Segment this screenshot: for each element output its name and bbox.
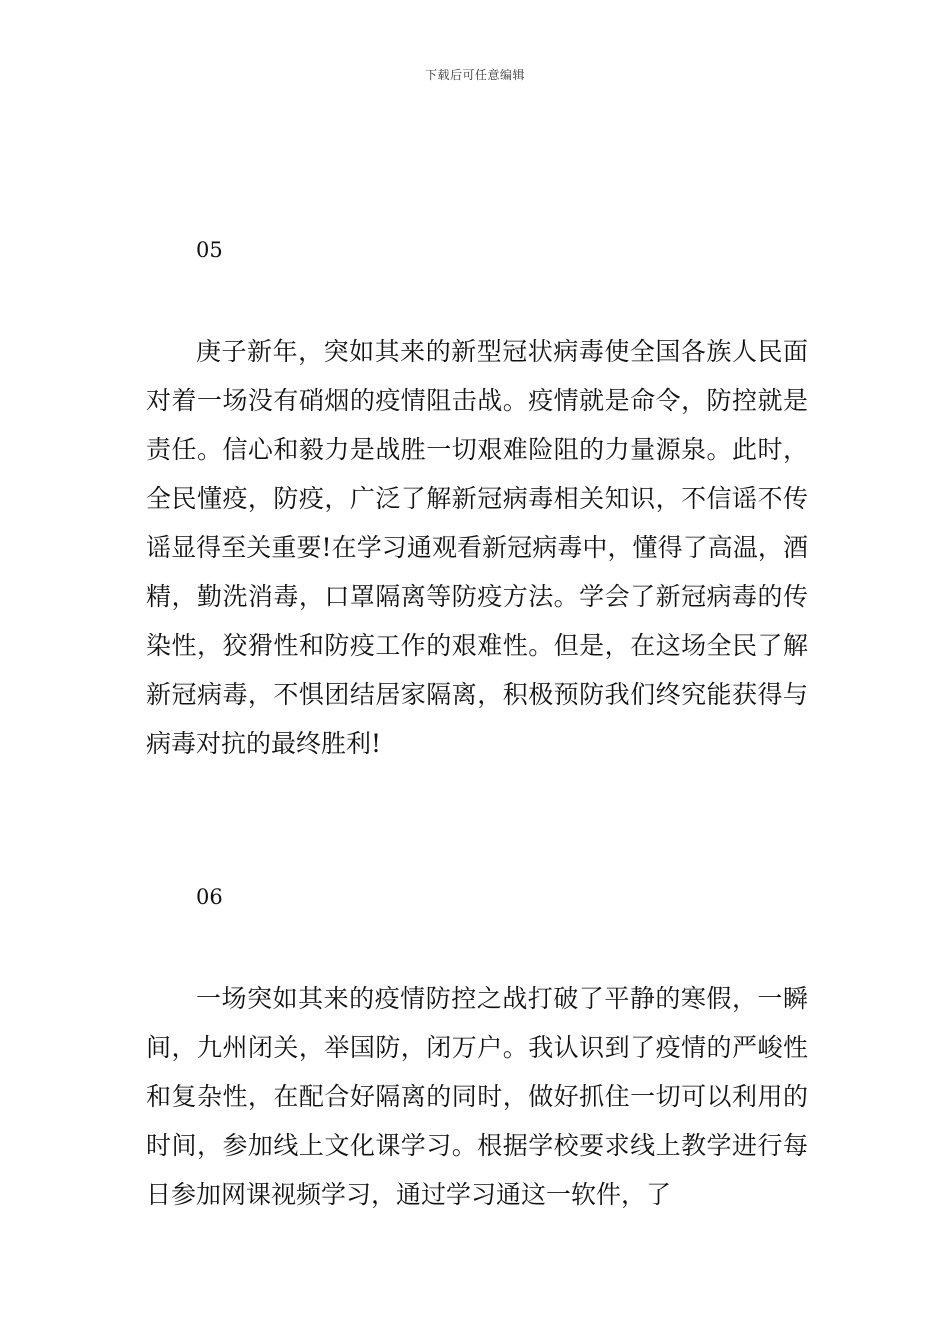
header-note: 下载后可任意编辑 xyxy=(424,68,525,82)
section-number-05: 05 xyxy=(196,238,223,262)
section-number-06: 06 xyxy=(196,885,223,909)
paragraph-06: 一场突如其来的疫情防控之战打破了平静的寒假，一瞬间，九州闭关，举国防，闭万户。我认识到了疫情的严峻性和复杂性，在配合好隔离的同时，做好抓住一切可以利用的时间，参加线上文化课学习。根据学校要求线上教学进行每日参加网课视频学习，通过学习通这一软件，了 xyxy=(146,984,808,1209)
paragraph-05: 庚子新年，突如其来的新型冠状病毒使全国各族人民面对着一场没有硝烟的疫情阻击战。疫情就是命令，防控就是责任。信心和毅力是战胜一切艰难险阻的力量源泉。此时，全民懂疫，防疫，广泛了解新冠病毒相关知识，不信谣不传谣显得至关重要!在学习通观看新冠病毒中，懂得了高温，酒精，勤洗消毒，口罩隔离等防疫方法。学会了新冠病毒的传染性，狡猾性和防疫工作的艰难性。但是，在这场全民了解新冠病毒，不惧团结居家隔离，积极预防我们终究能获得与病毒对抗的最终胜利! xyxy=(146,337,808,758)
